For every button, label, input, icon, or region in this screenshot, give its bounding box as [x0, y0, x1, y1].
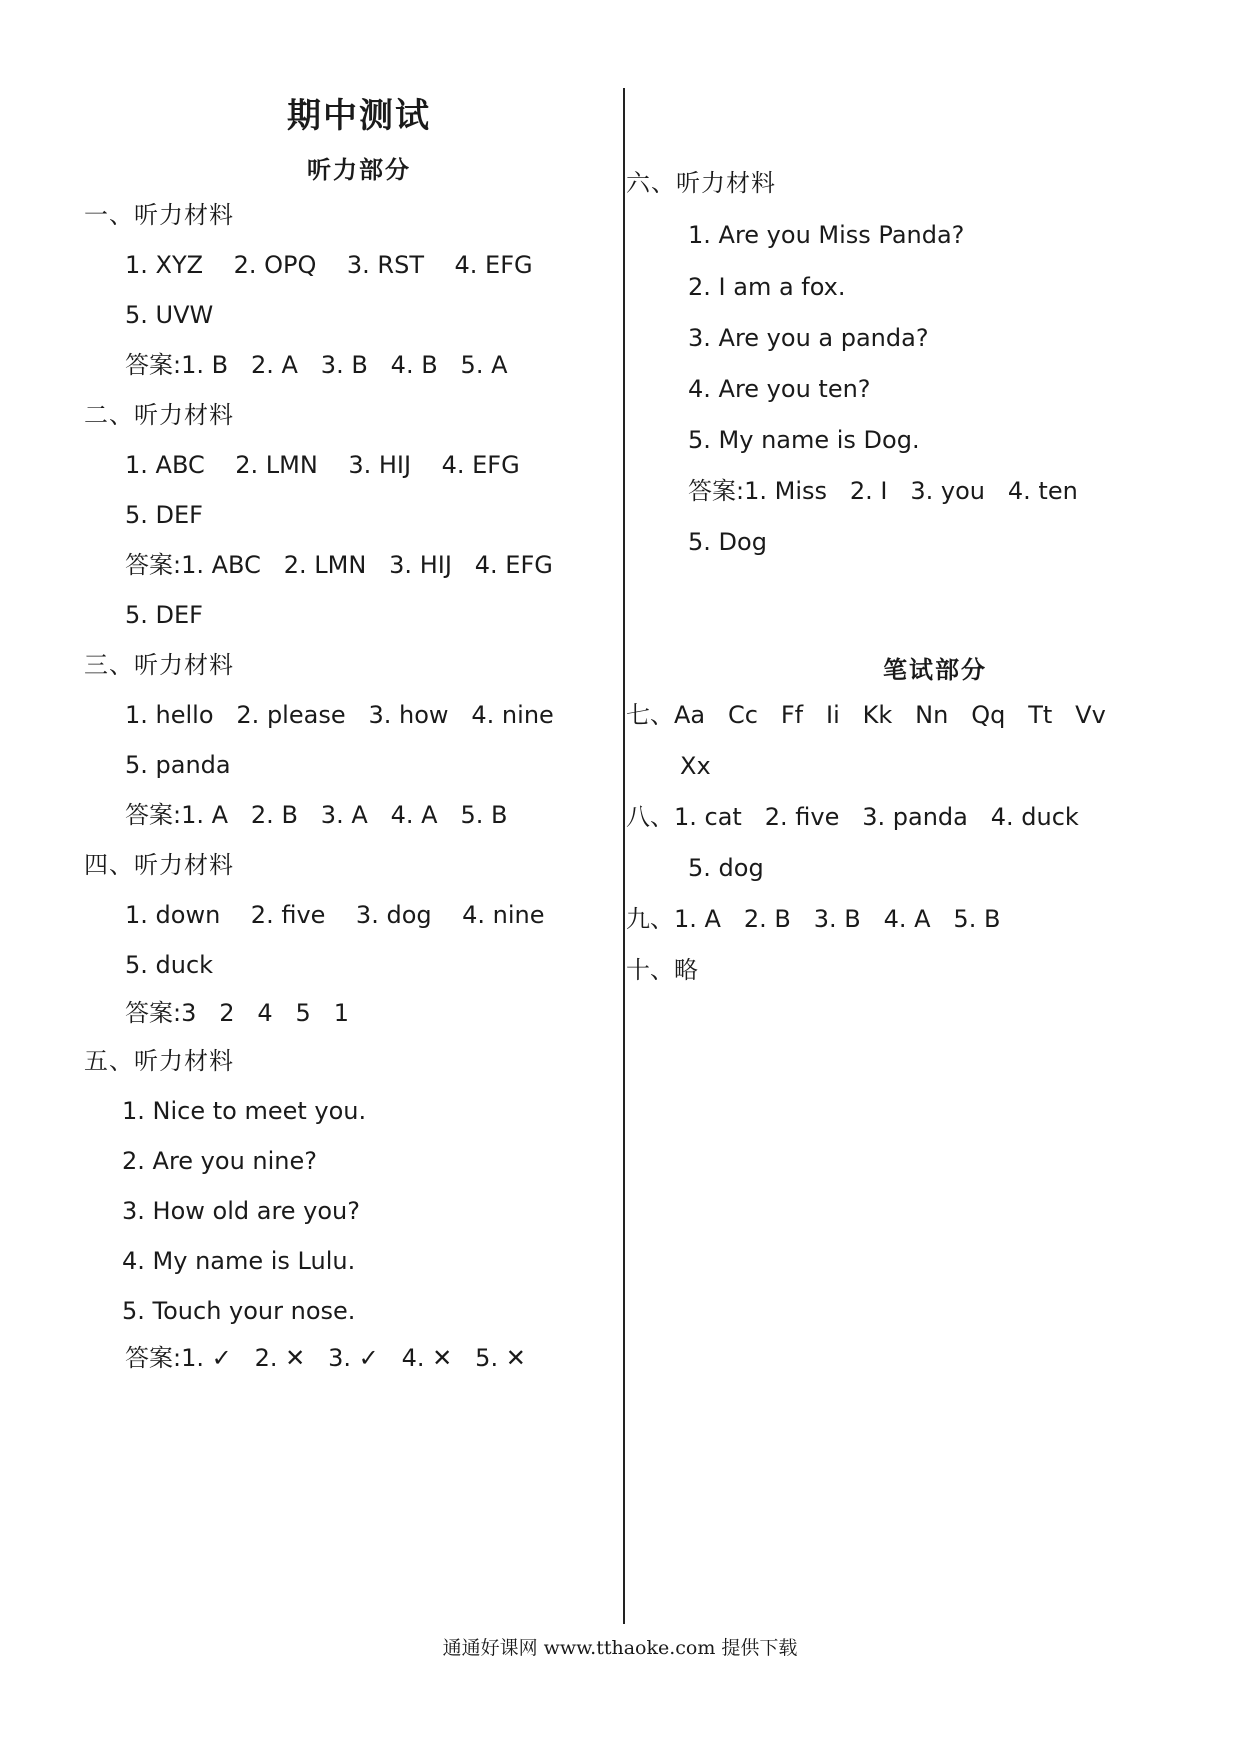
right-answer-line: 4. Are you ten? [688, 375, 871, 403]
left-answer-line: 5. duck [125, 951, 214, 979]
writing-section-title-text: 笔试部分 [883, 656, 987, 684]
left-answer-line: 5. Touch your nose. [122, 1297, 356, 1325]
right-answer-line: 5. Dog [688, 528, 767, 556]
left-answer-line: 1. down 2. five 3. dog 4. nine [125, 901, 545, 929]
left-answer-line: 5. panda [125, 751, 231, 779]
right-answer-line: Xx [680, 752, 711, 780]
column-divider [623, 88, 625, 1624]
left-answer-line: 5. DEF [125, 501, 203, 529]
left-answer-line: 答案:3 2 4 5 1 [125, 999, 349, 1027]
left-answer-line: 1. ABC 2. LMN 3. HIJ 4. EFG [125, 451, 520, 479]
right-answer-line: 七、Aa Cc Ff Ii Kk Nn Qq Tt Vv [626, 701, 1106, 729]
left-section-heading: 三、听力材料 [84, 651, 234, 679]
left-section-heading: 一、听力材料 [84, 201, 234, 229]
right-answer-line: 八、1. cat 2. five 3. panda 4. duck [626, 803, 1079, 831]
left-answer-line: 1. XYZ 2. OPQ 3. RST 4. EFG [125, 251, 533, 279]
right-answer-line: 十、略 [626, 956, 698, 984]
right-answer-line: 2. I am a fox. [688, 273, 846, 301]
footer-source: 通通好课网 www.tthaoke.com 提供下载 [442, 1637, 798, 1659]
left-answer-line: 3. How old are you? [122, 1197, 361, 1225]
left-answer-line: 5. DEF [125, 601, 203, 629]
page-title: 期中测试 [287, 96, 431, 136]
right-answer-line: 答案:1. Miss 2. I 3. you 4. ten [688, 477, 1078, 505]
right-answer-line: 九、1. A 2. B 3. B 4. A 5. B [626, 905, 1001, 933]
right-section-heading: 六、听力材料 [626, 169, 776, 197]
left-answer-line: 1. Nice to meet you. [122, 1097, 367, 1125]
left-answer-line: 1. hello 2. please 3. how 4. nine [125, 701, 554, 729]
right-answer-line: 5. My name is Dog. [688, 426, 920, 454]
right-answer-line: 5. dog [688, 854, 764, 882]
left-answer-line: 2. Are you nine? [122, 1147, 317, 1175]
left-section-heading: 四、听力材料 [84, 851, 234, 879]
left-answer-line: 4. My name is Lulu. [122, 1247, 356, 1275]
right-answer-line: 3. Are you a panda? [688, 324, 929, 352]
left-answer-line: 答案:1. A 2. B 3. A 4. A 5. B [125, 801, 508, 829]
left-section-heading: 二、听力材料 [84, 401, 234, 429]
left-section-heading: 五、听力材料 [84, 1047, 234, 1075]
listening-section-title: 听力部分 [307, 156, 411, 184]
left-answer-line: 答案:1. B 2. A 3. B 4. B 5. A [125, 351, 508, 379]
left-answer-line: 答案:1. ABC 2. LMN 3. HIJ 4. EFG [125, 551, 553, 579]
left-answer-line: 5. UVW [125, 301, 214, 329]
right-answer-line: 1. Are you Miss Panda? [688, 221, 965, 249]
left-answer-line: 答案:1. ✓ 2. ✕ 3. ✓ 4. ✕ 5. ✕ [125, 1344, 526, 1372]
